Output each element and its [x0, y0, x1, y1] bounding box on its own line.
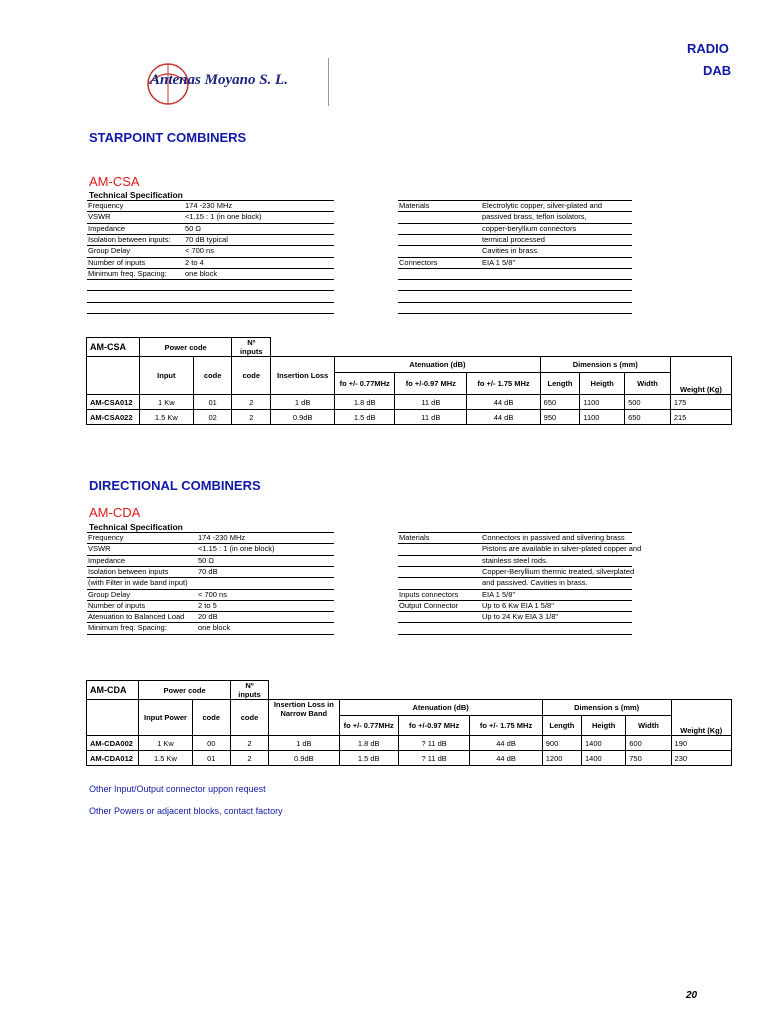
company-logo	[140, 58, 340, 108]
spec-value: EIA 1 5/8"	[482, 257, 516, 267]
table-row	[87, 751, 732, 766]
table-cell: 1.5 Kw	[139, 410, 193, 425]
table-cell: ? 11 dB	[398, 751, 469, 766]
spec-value: Pistons are available in silver-plated copper and	[482, 544, 642, 554]
table-cell: 1.8 dB	[335, 395, 395, 410]
table-cell: 0.9dB	[271, 410, 335, 425]
table-cell: 0.9dB	[269, 751, 339, 766]
spec-rule	[398, 290, 632, 291]
table-cell: 1400	[582, 751, 626, 766]
spec-value: < 700 ns	[198, 589, 227, 599]
col-weight: Weight (Kg)	[671, 700, 731, 736]
spec-label: VSWR	[88, 212, 111, 222]
spec-rule	[398, 302, 632, 303]
table-cell: 600	[626, 736, 671, 751]
table-row	[87, 736, 732, 751]
col-power-code: Power code	[139, 681, 231, 700]
spec-value: EIA 1 5/8"	[482, 589, 516, 599]
table-cell: 1100	[580, 395, 625, 410]
spec-value: Connectors in passived and silvering brass	[482, 533, 625, 542]
spec-label: Isolation between inputs	[88, 566, 169, 576]
table-cell: 1.5 dB	[335, 410, 395, 425]
note-powers: Other Powers or adjacent blocks, contact factory	[89, 806, 283, 816]
spec-value: termical processed	[482, 234, 545, 244]
spec-rule	[398, 279, 632, 280]
table-cell: 2	[232, 410, 271, 425]
table-cell: 00	[192, 736, 230, 751]
col-width: Width	[626, 716, 671, 736]
logo-divider	[328, 58, 329, 106]
spec-rule	[87, 279, 334, 280]
table-cell: 650	[625, 410, 671, 425]
techspec-label: Technical Specification	[89, 190, 183, 200]
table-cell: 1 dB	[271, 395, 335, 410]
spec-label: (with Filter in wide band input)	[88, 578, 188, 588]
col-n-inputs: Nº inputs	[230, 681, 268, 700]
table-cell: 190	[671, 736, 731, 751]
table-cell: 2	[230, 751, 268, 766]
table-cell: 1.8 dB	[339, 736, 398, 751]
col-power-code: Power code	[139, 338, 232, 357]
col-code: code	[230, 700, 268, 736]
spec-value: Electrolytic copper, silver-plated and	[482, 201, 603, 210]
spec-value: <1.15 : 1 (in one block)	[198, 544, 275, 554]
col-fo-077: fo +/- 0.77MHz	[335, 373, 395, 395]
table-cell: 500	[625, 395, 671, 410]
table-cell: AM-CDA012	[87, 751, 139, 766]
spec-label: Minimum freq. Spacing:	[88, 268, 167, 278]
model-am-cda: AM-CDA	[89, 505, 141, 520]
section-title-starpoint: STARPOINT COMBINERS	[89, 130, 247, 145]
spec-rule	[398, 634, 632, 635]
page-number: 20	[686, 990, 698, 1001]
table-cell: 1.5 dB	[339, 751, 398, 766]
spec-rule	[398, 622, 632, 623]
spec-value: copper-beryllium connectors	[482, 223, 577, 233]
spec-value: Copper-Beryllium thermic treated, silverplated	[482, 566, 635, 576]
header-dab: DAB	[703, 63, 732, 78]
col-fo-175: fo +/- 1.75 MHz	[470, 716, 542, 736]
col-input-power: Input Power	[139, 700, 192, 736]
spec-rule	[87, 634, 334, 635]
table-cell: 01	[192, 751, 230, 766]
col-atenuation: Atenuation (dB)	[335, 357, 540, 373]
spec-label: Materials	[399, 533, 430, 542]
col-fo-097: fo +/-0.97 MHz	[395, 373, 467, 395]
col-code: code	[232, 357, 271, 395]
table-cell: 900	[542, 736, 581, 751]
table-cell: AM-CSA022	[87, 410, 140, 425]
table-cell: 44 dB	[467, 395, 540, 410]
table-cell: 175	[670, 395, 731, 410]
spec-table-csa	[86, 337, 732, 425]
section-title-directional: DIRECTIONAL COMBINERS	[89, 478, 261, 493]
table-cell: 1100	[580, 410, 625, 425]
table-cell: 950	[540, 410, 580, 425]
spec-rule	[87, 200, 334, 201]
table-cell: ? 11 dB	[398, 736, 469, 751]
spec-label: Minimum freq. Spacing:	[88, 623, 167, 633]
table-cell: 1400	[582, 736, 626, 751]
spec-label: Inputs connectors	[399, 589, 459, 599]
col-fo-077: fo +/- 0.77MHz	[339, 716, 398, 736]
table-cell: 1 Kw	[139, 395, 193, 410]
spec-value: one block	[185, 268, 218, 278]
col-fo-097: fo +/-0.97 MHz	[398, 716, 469, 736]
table-cell: AM-CSA012	[87, 395, 140, 410]
spec-value: < 700 ns	[185, 246, 214, 256]
table-cell: 44 dB	[470, 736, 542, 751]
table-cell: 1 dB	[269, 736, 339, 751]
spec-label: Materials	[399, 201, 430, 210]
spec-value: 174 -230 MHz	[185, 201, 233, 210]
table-cell: 1200	[542, 751, 581, 766]
table-row	[87, 410, 732, 425]
spec-label: Group Delay	[88, 589, 131, 599]
table-cell: 02	[193, 410, 232, 425]
spec-value: one block	[198, 623, 231, 633]
spec-value: stainless steel rods.	[482, 555, 548, 565]
col-dimensions: Dimension s (mm)	[540, 357, 670, 373]
table-row	[87, 395, 732, 410]
spec-value: 2 to 4	[185, 257, 204, 267]
col-fo-175: fo +/- 1.75 MHz	[467, 373, 540, 395]
spec-value: 50 Ω	[185, 223, 202, 233]
spec-label: Impedance	[88, 555, 126, 565]
col-code: code	[193, 357, 232, 395]
note-connector: Other Input/Output connector uppon request	[89, 784, 266, 794]
spec-rule	[87, 290, 334, 291]
col-insertion-loss: Insertion Loss in Narrow Band	[269, 700, 339, 736]
spec-value: 174 -230 MHz	[198, 533, 246, 542]
model-am-csa: AM-CSA	[89, 174, 140, 189]
col-weight: Weight (Kg)	[670, 357, 731, 395]
spec-label: Number of inputs	[88, 600, 146, 610]
spec-value: Up to 24 Kw EIA 3 1/8"	[482, 612, 559, 622]
col-code: code	[192, 700, 230, 736]
spec-rule	[398, 268, 632, 269]
table-cell: 2	[230, 736, 268, 751]
spec-table-cda	[86, 680, 732, 766]
col-length: Length	[542, 716, 581, 736]
table-cell: 1.5 Kw	[139, 751, 192, 766]
spec-rule	[398, 200, 632, 201]
table-model: AM-CSA	[87, 338, 140, 357]
spec-value: 20 dB	[198, 612, 218, 622]
spec-value: 70 dB typical	[185, 234, 228, 244]
logo-text: Antenas Moyano S. L.	[150, 72, 288, 88]
table-cell: 750	[626, 751, 671, 766]
table-cell: 650	[540, 395, 580, 410]
spec-value: and passived. Cavities in brass.	[482, 578, 588, 588]
spec-label: Isolation between inputs:	[88, 234, 171, 244]
spec-rule	[87, 313, 334, 314]
spec-value: Cavities in brass.	[482, 246, 540, 256]
spec-label: Atenuation to Balanced Load	[88, 612, 185, 622]
table-cell: AM-CDA002	[87, 736, 139, 751]
table-cell: 230	[671, 751, 731, 766]
spec-value: passived brass, teflon isolators,	[482, 212, 587, 222]
table-cell: 44 dB	[467, 410, 540, 425]
spec-label: Impedance	[88, 223, 126, 233]
col-input: Input	[139, 357, 193, 395]
techspec-label: Technical Specification	[89, 522, 183, 532]
table-cell: 11 dB	[395, 410, 467, 425]
spec-label: Frequency	[88, 533, 124, 542]
table-cell: 2	[232, 395, 271, 410]
spec-label: Frequency	[88, 201, 124, 210]
col-dimensions: Dimension s (mm)	[542, 700, 671, 716]
spec-value: <1.15 : 1 (in one block)	[185, 212, 262, 222]
col-height: Heigth	[582, 716, 626, 736]
col-width: Width	[625, 373, 671, 395]
col-insertion-loss: Insertion Loss	[271, 357, 335, 395]
spec-value: Up to 6 Kw EIA 1 5/8"	[482, 600, 554, 610]
spec-value: 2 to 5	[198, 600, 217, 610]
spec-label: Output Connector	[399, 600, 459, 610]
table-cell: 11 dB	[395, 395, 467, 410]
spec-label: Number of inputs	[88, 257, 146, 267]
spec-value: 50 Ω	[198, 555, 215, 565]
table-model: AM-CDA	[87, 681, 139, 700]
table-cell: 215	[670, 410, 731, 425]
spec-label: Connectors	[399, 257, 438, 267]
spec-label: VSWR	[88, 544, 111, 554]
spec-value: 70 dB	[198, 566, 218, 576]
col-length: Length	[540, 373, 580, 395]
table-cell: 01	[193, 395, 232, 410]
spec-rule	[398, 313, 632, 314]
table-cell: 44 dB	[470, 751, 542, 766]
header-radio: RADIO	[687, 41, 729, 56]
table-cell: 1 Kw	[139, 736, 192, 751]
col-n-inputs: Nº inputs	[232, 338, 271, 357]
col-atenuation: Atenuation (dB)	[339, 700, 542, 716]
spec-rule	[87, 302, 334, 303]
col-height: Heigth	[580, 373, 625, 395]
spec-label: Group Delay	[88, 246, 131, 256]
